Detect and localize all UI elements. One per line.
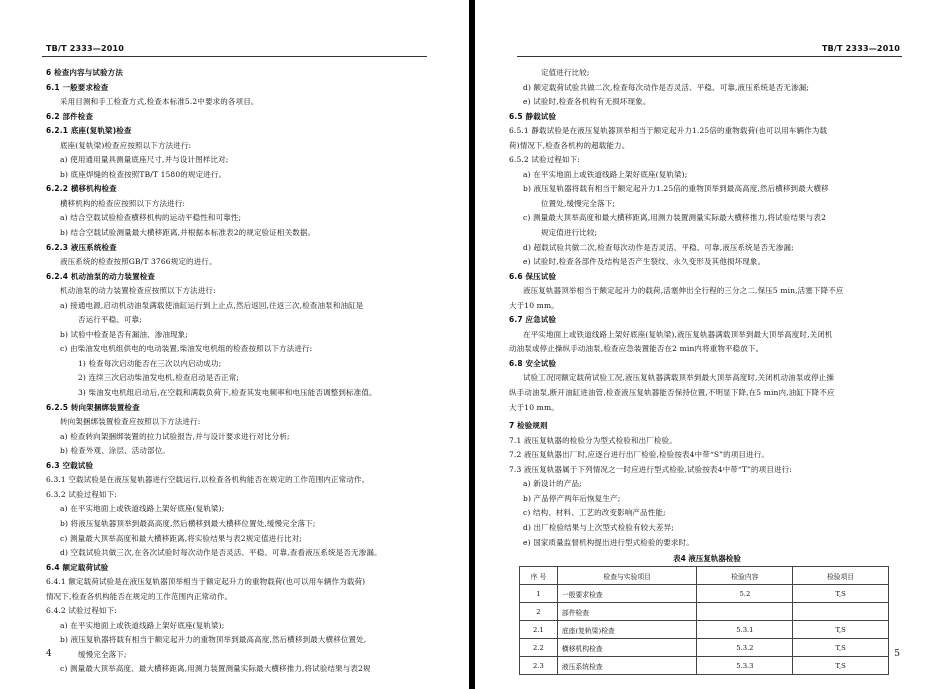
section-heading: 6.2.5 转向架捆绑装置检查 bbox=[46, 402, 140, 412]
left-page-body bbox=[46, 66, 434, 677]
section-heading: 6 检查内容与试验方法 bbox=[46, 68, 123, 77]
text-line: 大于10 mm。 bbox=[509, 300, 559, 310]
col-header: 检验内容 bbox=[697, 567, 793, 585]
text-line: 6.4.2 试验过程如下: bbox=[46, 606, 117, 616]
text-line: d) 额定载荷试验共做二次,检查每次动作是否灵活、平稳、可靠,液压系统是否无渗漏; bbox=[523, 82, 810, 92]
text-line: b) 液压复轨器将载有相当于额定起升力的重物顶举到最高高度,然后横移到最大横移位置处, bbox=[60, 635, 367, 645]
text-line: c) 测量最大顶举高度和最大横移距离,将实验结果与表2规定值进行比对; bbox=[60, 533, 302, 543]
table-row bbox=[520, 585, 889, 603]
text-line: 7.3 液压复轨器属于下列情况之一时应进行型式检验,试验按表4中带“T”的项目进行: bbox=[509, 464, 792, 474]
right-page bbox=[475, 0, 944, 689]
table-cell: T,S bbox=[793, 585, 889, 603]
page-header-code: TB/T 2333—2010 bbox=[46, 44, 125, 53]
text-line: 7.1 液压复轨器的检验分为型式检验和出厂检验。 bbox=[509, 435, 677, 445]
text-line: b) 将液压复轨器顶举到最高高度,然后横移到最大横移位置处,缓慢完全落下; bbox=[60, 518, 316, 528]
section-heading: 6.7 应急试验 bbox=[509, 315, 557, 325]
table-row bbox=[520, 621, 889, 639]
text-line: d) 超载试验共做二次,检查每次动作是否灵活、平稳、可靠,液压系统是否无渗漏; bbox=[523, 242, 794, 252]
col-header: 序 号 bbox=[520, 567, 558, 585]
text-line: a) 在平实地面上或铁道线路上架好底座(复轨梁); bbox=[523, 169, 688, 179]
table-row bbox=[520, 639, 889, 657]
text-line: 横移机构的检查应按照以下方法进行: bbox=[60, 198, 186, 208]
table-cell: 5.3.3 bbox=[697, 657, 793, 675]
text-line: 机动油泵的动力装置检查应按照以下方法进行: bbox=[60, 286, 216, 296]
table-cell: 5.3.1 bbox=[697, 621, 793, 639]
section-heading: 6.4 额定载荷试验 bbox=[46, 562, 109, 572]
header-rule bbox=[517, 56, 902, 57]
table-cell: 底座(复轨梁)检查 bbox=[557, 621, 697, 639]
text-line: c) 测量最大顶举高度、最大横移距离,用测力装置测量实际最大横移推力,将试验结果与表2规 bbox=[60, 664, 371, 674]
table-row bbox=[520, 603, 889, 621]
text-line: c) 测量最大顶举高度和最大横移距离,用测力装置测量实际最大横移推力,将试验结果与表2 bbox=[523, 213, 826, 223]
section-heading: 6.6 保压试验 bbox=[509, 271, 557, 281]
text-line: a) 检查转向架捆绑装置的拉力试验报告,并与设计要求进行对比分析; bbox=[60, 431, 290, 441]
text-line: 6.3.2 试验过程如下: bbox=[46, 489, 117, 499]
text-line: b) 试验中检查是否有漏油、渗油现象; bbox=[60, 329, 188, 339]
inspection-table bbox=[519, 566, 889, 675]
text-line: 液压复轨器顶举相当于额定起升力的载荷,活塞伸出全行程的三分之二,保压5 min,活塞下降不应 bbox=[523, 286, 844, 296]
text-line: 在平实地面上或铁道线路上架好底座(复轨梁),液压复轨器满载顶举到最大顶举高度时,关闭机 bbox=[523, 329, 833, 339]
col-header: 检查与实验项目 bbox=[557, 567, 697, 585]
table-cell: 一般要求检查 bbox=[557, 585, 697, 603]
section-heading: 6.2 部件检查 bbox=[46, 111, 94, 121]
right-page-text bbox=[509, 66, 905, 550]
section-heading: 6.2.1 底座(复轨梁)检查 bbox=[46, 126, 132, 136]
text-line: 动油泵或停止操纵手动油泵,检查应急装置能否在2 min内将重物平稳放下。 bbox=[509, 344, 764, 354]
text-line: 7.2 液压复轨器出厂时,应逐台进行出厂检验,检验按表4中带“S”的项目进行。 bbox=[509, 450, 770, 460]
table-cell: 2.3 bbox=[520, 657, 558, 675]
text-line: 否运行平稳、可靠; bbox=[78, 315, 142, 325]
text-line: 情况下,检查各机构能否在规定的工作范围内正常动作。 bbox=[46, 591, 233, 601]
table-row bbox=[520, 657, 889, 675]
header-rule bbox=[42, 56, 427, 57]
section-heading: 6.8 安全试验 bbox=[509, 358, 557, 368]
text-line: 缓慢完全落下; bbox=[78, 649, 127, 659]
table-cell: 5.3.2 bbox=[697, 639, 793, 657]
table-cell: 2.1 bbox=[520, 621, 558, 639]
table-cell: 横移机构检查 bbox=[557, 639, 697, 657]
text-line: d) 出厂检验结果与上次型式检验有较大差异; bbox=[523, 522, 674, 532]
col-header: 检验项目 bbox=[793, 567, 889, 585]
table-cell: 部件检查 bbox=[557, 603, 697, 621]
text-line: a) 使用通用量具测量底座尺寸,并与设计图样比对; bbox=[60, 155, 229, 165]
table-cell bbox=[793, 603, 889, 621]
text-line: a) 在平实地面上或铁道线路上架好底座(复轨梁); bbox=[60, 504, 225, 514]
text-line: a) 接通电源,启动机动油泵满载使油缸运行到上止点,然后返回,往返三次,检查油泵和油缸是 bbox=[60, 300, 364, 310]
section-heading: 6.2.2 横移机构检查 bbox=[46, 184, 117, 194]
text-line: b) 产品停产两年后恢复生产; bbox=[523, 493, 621, 503]
left-page bbox=[0, 0, 469, 689]
text-line: 大于10 mm。 bbox=[509, 402, 559, 412]
section-heading: 6.5 静载试验 bbox=[509, 111, 557, 121]
table-cell: 2 bbox=[520, 603, 558, 621]
text-line: 转向架捆绑装置检查应按照以下方法进行: bbox=[60, 417, 201, 427]
text-line: 底座(复轨梁)检查应按照以下方法进行: bbox=[60, 140, 192, 150]
table-cell: 2.2 bbox=[520, 639, 558, 657]
text-line: 1) 检查每次启动能否在三次以内启动成功; bbox=[78, 358, 222, 368]
text-line: 纵手动油泵,断开油缸进油管,检查液压复轨器能否保持位置,不明显下降,在5 min内,油缸下降不应 bbox=[509, 388, 835, 398]
section-heading: 6.2.4 机动油泵的动力装置检查 bbox=[46, 271, 156, 281]
table-cell: 5.2 bbox=[697, 585, 793, 603]
text-line: 6.5.2 试验过程如下: bbox=[509, 155, 580, 165]
text-line: b) 检查外观、涂层、活动部位。 bbox=[60, 446, 171, 456]
text-line: b) 液压复轨器将载有相当于额定起升力1.25倍的重物顶举到最高高度,然后横移到最大横移 bbox=[523, 184, 829, 194]
section-heading: 6.2.3 液压系统检查 bbox=[46, 242, 117, 252]
text-line: e) 试验时,检查各机构有无损坏现象。 bbox=[523, 97, 651, 107]
table-cell: 1 bbox=[520, 585, 558, 603]
text-line: a) 新设计的产品; bbox=[523, 479, 582, 489]
text-line: 6.3.1 空载试验是在液压复轨器进行空载运行,以检查各机构能否在规定的工作范围内正常动作。 bbox=[46, 475, 370, 485]
text-line: c) 由柴油发电机组供电的电动装置,柴油发电机组的检查按照以下方法进行: bbox=[60, 344, 313, 354]
section-heading: 7 检验规则 bbox=[509, 421, 548, 431]
right-page-body bbox=[509, 66, 905, 675]
text-line: 位置处,缓慢完全落下; bbox=[541, 198, 616, 208]
text-line: 试验工况同额定载荷试验工况,液压复轨器满载顶举到最大顶举高度时,关闭机动油泵或停止操 bbox=[523, 373, 835, 383]
table-caption: 表4 液压复轨器检验 bbox=[673, 554, 741, 564]
page-number: 5 bbox=[894, 649, 900, 659]
text-line: a) 在平实地面上或铁道线路上架好底座(复轨梁); bbox=[60, 620, 225, 630]
text-line: 6.4.1 额定载荷试验是在液压复轨器顶举相当于额定起升力的重物载荷(也可以用车辆作为载荷) bbox=[46, 577, 366, 587]
text-line: c) 结构、材料、工艺的改变影响产品性能; bbox=[523, 508, 666, 518]
table-cell: 液压系统检查 bbox=[557, 657, 697, 675]
text-line: 3) 柴油发电机组启动后,在空载和满载负荷下,检查其发电频率和电压能否调整到标准值。 bbox=[78, 388, 377, 398]
text-line: 荷)情况下,检查各机构的超载能力。 bbox=[509, 140, 630, 150]
text-line: 采用目测和手工检查方式,检查本标准5.2中要求的各项目。 bbox=[60, 97, 259, 107]
text-line: d) 空载试验共做三次,在各次试验时每次动作是否灵活、平稳、可靠,查看液压系统是否无渗漏。 bbox=[60, 548, 382, 558]
text-line: b) 结合空载试验测量最大横移距离,并根据本标准表2的规定验证相关数据。 bbox=[60, 228, 316, 238]
text-line: 规定值进行比较; bbox=[541, 228, 598, 238]
text-line: e) 国家质量监督机构提出进行型式检验的要求时。 bbox=[523, 537, 694, 547]
section-heading: 6.3 空载试验 bbox=[46, 460, 94, 470]
table-header-row bbox=[520, 567, 889, 585]
table-cell: T,S bbox=[793, 621, 889, 639]
table-cell: T,S bbox=[793, 657, 889, 675]
text-line: b) 底座焊缝的检查按照TB/T 1580的规定进行。 bbox=[60, 169, 227, 179]
section-heading: 6.1 一般要求检查 bbox=[46, 82, 109, 92]
text-line: e) 试验时,检查各部件及结构是否产生裂纹、永久变形及其他损坏现象。 bbox=[523, 257, 766, 267]
table-cell bbox=[697, 603, 793, 621]
text-line: 液压系统的检查按照GB/T 3766规定的进行。 bbox=[60, 257, 217, 267]
table-cell: T,S bbox=[793, 639, 889, 657]
page-header-code: TB/T 2333—2010 bbox=[821, 44, 900, 53]
text-line: a) 结合空载试验检查横移机构的运动平稳性和可靠性; bbox=[60, 213, 242, 223]
text-line: 6.5.1 静载试验是在液压复轨器顶举相当于额定起升力1.25倍的重物载荷(也可以用车辆作为载 bbox=[509, 126, 828, 136]
text-line: 定值进行比较; bbox=[541, 68, 590, 77]
page-number: 4 bbox=[46, 649, 52, 659]
text-line: 2) 连续三次启动柴油发电机,检查启动是否正常; bbox=[78, 373, 240, 383]
